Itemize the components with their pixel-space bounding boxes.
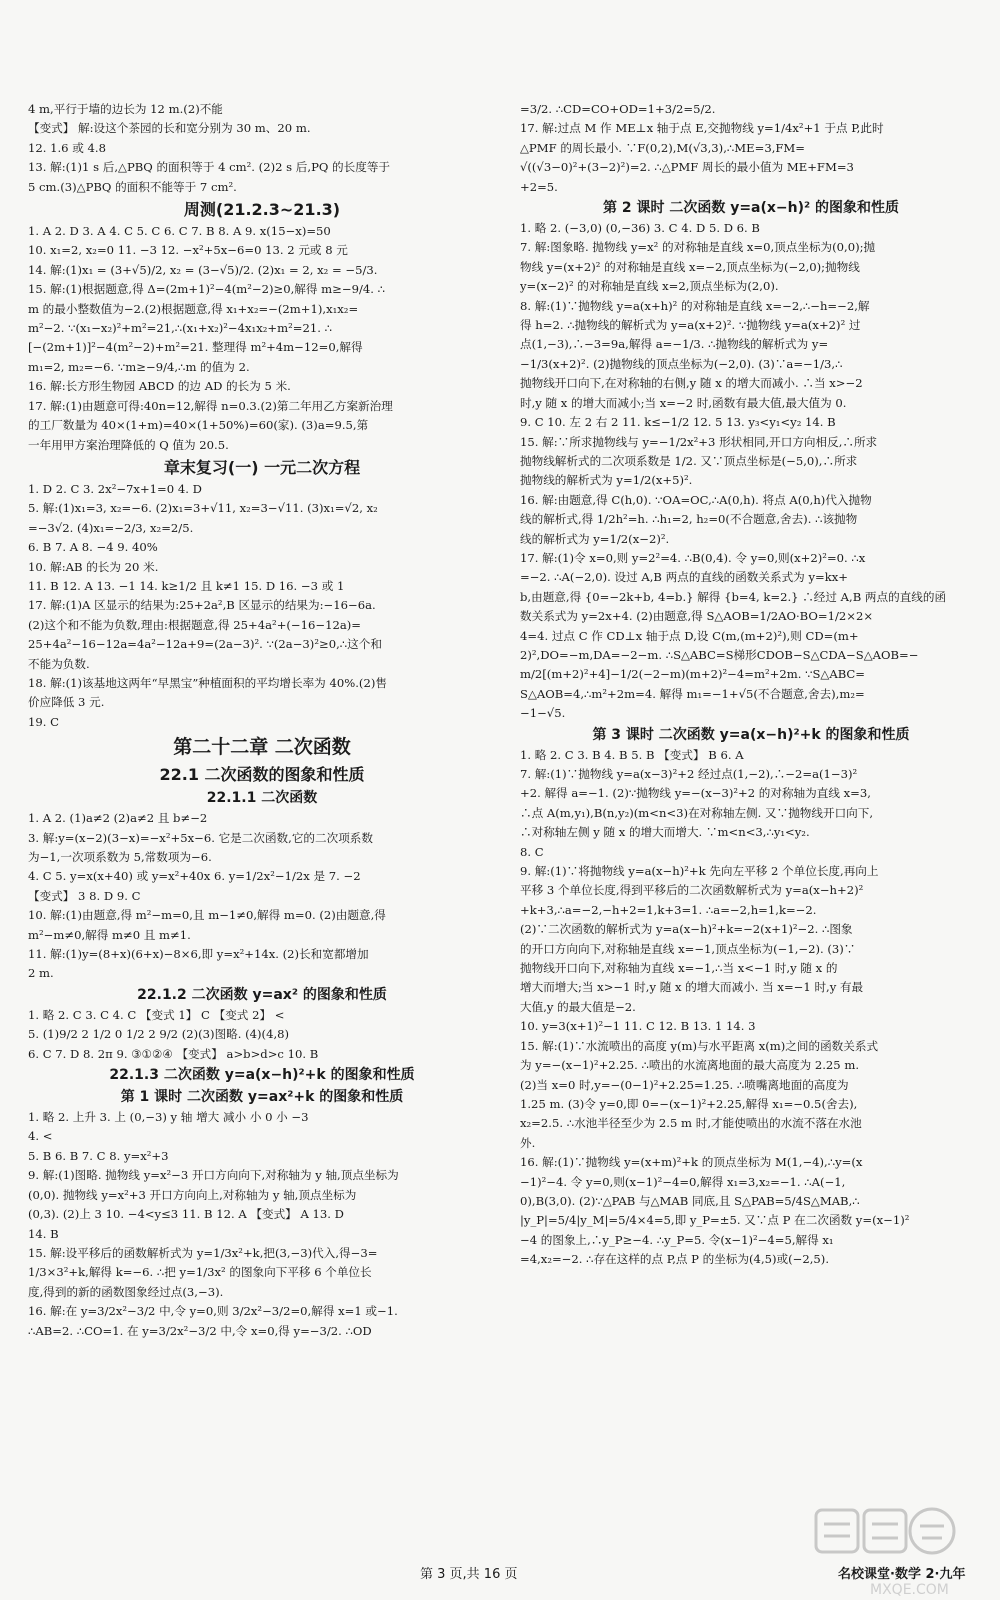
answer-line: 线的解析式为 y=1/2(x−2)². — [520, 531, 670, 546]
answer-line: S△AOB=4,∴m²+2m=4. 解得 m₁=−1+√5(不合题意,舍去),m₂= — [520, 686, 865, 701]
answer-line: 15. 解:设平移后的函数解析式为 y=1/3x²+k,把(3,−3)代入,得−3= — [28, 1245, 378, 1260]
answer-line: (0,0). 抛物线 y=x²+3 开口方向向上,对称轴为 y 轴,顶点坐标为 — [28, 1187, 357, 1202]
answer-line: 10. y=3(x+1)²−1 11. C 12. B 13. 1 14. 3 — [520, 1019, 756, 1034]
answer-line: m²−m≠0,解得 m≠0 且 m≠1. — [28, 927, 191, 942]
answer-line: 点(1,−3),∴−3=9a,解得 a=−1/3. ∴抛物线的解析式为 y= — [520, 337, 829, 352]
answer-line: m²−2. ∵(x₁−x₂)²+m²=21,∴(x₁+x₂)²−4x₁x₂+m²=21. ∴ — [28, 321, 332, 336]
answer-line: 17. 解:过点 M 作 ME⊥x 轴于点 E,交抛物线 y=1/4x²+1 于点 P,此时 — [520, 121, 884, 136]
answer-line: +2=5. — [520, 179, 558, 194]
answer-line: +2. 解得 a=−1. (2)∵抛物线 y=−(x−3)²+2 的对称轴为直线 x=3, — [520, 786, 871, 801]
answer-line: 1. A 2. D 3. A 4. C 5. C 6. C 7. B 8. A 9. x(15−x)=50 — [28, 224, 331, 239]
answer-line: m 的最小整数值为−2.(2)根据题意,得 x₁+x₂=−(2m+1),x₁x₂= — [28, 301, 359, 316]
answer-line: 17. 解:(1)A 区显示的结果为:25+2a²,B 区显示的结果为:−16−6a. — [28, 598, 376, 613]
answer-line: 0),B(3,0). (2)∵△PAB 与△MAB 同底,且 S△PAB=5/4S△MAB,∴ — [520, 1193, 860, 1208]
answer-line: m/2[(m+2)²+4]−1/2(−2−m)(m+2)²−4=m²+2m. ∵S△ABC= — [520, 667, 866, 682]
answer-line: 平移 3 个单位长度,得到平移后的二次函数解析式为 y=a(x−h+2)² — [520, 883, 864, 898]
answer-line: 8. 解:(1)∵抛物线 y=a(x+h)² 的对称轴是直线 x=−2,∴−h=−2,解 — [520, 298, 870, 313]
answer-line: 4=4. 过点 C 作 CD⊥x 轴于点 D,设 C(m,(m+2)²),则 CD=(m+ — [520, 628, 859, 643]
answer-line: 1. A 2. (1)a≠2 (2)a≠2 且 b≠−2 — [28, 811, 208, 826]
answer-line: ∴AB=2. ∴CO=1. 在 y=3/2x²−3/2 中,令 x=0,得 y=−3/2. ∴OD — [28, 1323, 372, 1338]
watermark-url: MXQE.COM — [870, 1582, 949, 1598]
answer-line: |y_P|=5/4|y_M|=5/4×4=5,即 y_P=±5. 又∵点 P 在二次函数 y=(x−1)² — [520, 1213, 910, 1228]
book-brand: 名校课堂·数学 2·九年 — [838, 1567, 966, 1582]
answer-line: 9. 解:(1)图略. 抛物线 y=x²−3 开口方向向下,对称轴为 y 轴,顶点坐标为 — [28, 1168, 399, 1183]
answer-line: =−2. ∴A(−2,0). 设过 A,B 两点的直线的函数关系式为 y=kx+ — [520, 570, 848, 585]
answer-line: =−3√2. (4)x₁=−2/3, x₂=2/5. — [28, 520, 194, 535]
answer-line: 线的解析式,得 1/2h²=h. ∴h₁=2, h₂=0(不合题意,舍去). ∴该抛物 — [520, 512, 858, 527]
answer-line: 16. 解:长方形生物园 ABCD 的边 AD 的长为 5 米. — [28, 379, 291, 394]
chapter-heading: 第二十二章 二次函数 — [173, 736, 351, 759]
answer-line: 外. — [520, 1135, 536, 1150]
answer-line: 10. 解:(1)由题意,得 m²−m=0,且 m−1≠0,解得 m=0. (2)由题意,得 — [28, 908, 386, 923]
answer-line: 不能为负数. — [28, 656, 90, 671]
answer-line: 得 h=2. ∴抛物线的解析式为 y=a(x+2)². ∵抛物线 y=a(x+2)² 过 — [520, 318, 861, 333]
answer-column-left — [28, 100, 496, 1341]
answer-line: 抛物线解析式的二次项系数是 1/2. 又∵顶点坐标是(−5,0),∴所求 — [520, 453, 858, 468]
answer-line: y=(x−2)² 的对称轴是直线 x=2,顶点坐标为(2,0). — [520, 279, 779, 294]
page-number: 第 3 页,共 16 页 — [420, 1567, 518, 1582]
answer-line: 9. C 10. 左 2 右 2 11. k≤−1/2 12. 5 13. y₃<y₁<y₂ 14. B — [520, 415, 836, 430]
answer-line: 2 m. — [28, 966, 54, 981]
answer-line: 4. < — [28, 1129, 53, 1144]
answer-line: (2)当 x=0 时,y=−(0−1)²+2.25=1.25. ∴喷嘴离地面的高度为 — [520, 1077, 849, 1092]
answer-line: 14. B — [28, 1226, 59, 1241]
answer-line: 15. 解:(1)根据题意,得 Δ=(2m+1)²−4(m²−2)≥0,解得 m≥−9/4. ∴ — [28, 282, 385, 297]
answer-line: 抛物线开口向下,对称轴为直线 x=−1,∴当 x<−1 时,y 随 x 的 — [520, 961, 838, 976]
answer-line: 16. 解:(1)∵抛物线 y=(x+m)²+k 的顶点坐标为 M(1,−4),∴y=(x — [520, 1155, 863, 1170]
answer-line: 一年用甲方案治理降低的 Q 值为 20.5. — [28, 437, 229, 452]
answer-line: 抛物线开口向下,在对称轴的右侧,y 随 x 的增大而减小. ∴当 x>−2 — [520, 376, 863, 391]
answer-line: 18. 解:(1)该基地这两年“早黑宝”种植面积的平均增长率为 40%.(2)售 — [28, 675, 387, 690]
section-heading: 22.1 二次函数的图象和性质 — [159, 765, 365, 785]
answer-line: 17. 解:(1)令 x=0,则 y=2²=4. ∴B(0,4). 令 y=0,则(x+2)²=0. ∴x — [520, 550, 866, 565]
subsection-heading: 22.1.2 二次函数 y=ax² 的图象和性质 — [137, 986, 387, 1003]
section-heading: 章末复习(一) 一元二次方程 — [163, 457, 361, 477]
answer-line: 10. x₁=2, x₂=0 11. −3 12. −x²+5x−6=0 13. 2 元或 8 元 — [28, 243, 348, 258]
answer-line: −1)²−4. 令 y=0,则(x−1)²−4=0,解得 x₁=3,x₂=−1. ∴A(−1, — [520, 1174, 846, 1189]
answer-line: 9. 解:(1)∵将抛物线 y=a(x−h)²+k 先向左平移 2 个单位长度,再向上 — [520, 864, 879, 879]
answer-line: 度,得到的新的函数图象经过点(3,−3). — [28, 1284, 224, 1299]
answer-line: 数关系式为 y=2x+4. (2)由题意,得 S△AOB=1/2AO·BO=1/2×2× — [520, 609, 874, 624]
answer-column-right — [520, 100, 982, 1270]
answer-line: 13. 解:(1)1 s 后,△PBQ 的面积等于 4 cm². (2)2 s 后,PQ 的长度等于 — [28, 160, 391, 175]
answer-line: √((√3−0)²+(3−2)²)=2. ∴△PMF 周长的最小值为 ME+FM=3 — [520, 160, 854, 175]
answer-line: 为 y=−(x−1)²+2.25. ∴喷出的水流离地面的最大高度为 2.25 m. — [520, 1058, 860, 1073]
answer-line: 17. 解:(1)由题意可得:40n=12,解得 n=0.3.(2)第二年用乙方案新治理 — [28, 398, 393, 413]
answer-line: 2)²,DO=−m,DA=−2−m. ∴S△ABC=S梯形CDOB−S△CDA−S△AOB=− — [520, 647, 919, 662]
answer-line: 价应降低 3 元. — [28, 695, 105, 710]
answer-line: 1. 略 2. C 3. B 4. B 5. B 【变式】 B 6. A — [520, 747, 744, 762]
answer-line: 6. C 7. D 8. 2π 9. ③①②④ 【变式】 a>b>d>c 10. B — [28, 1046, 319, 1061]
answer-line: 大值,y 的最大值是−2. — [520, 999, 636, 1014]
answer-line: 1. 略 2. C 3. C 4. C 【变式 1】 C 【变式 2】 < — [28, 1007, 285, 1022]
answer-line: b,由题意,得 {0=−2k+b, 4=b.} 解得 {b=4, k=2.} ∴经过 A,B 两点的直线的函 — [520, 589, 947, 604]
section-heading: 周测(21.2.3~21.3) — [183, 200, 341, 220]
answer-line: 5. (1)9/2 2 1/2 0 1/2 2 9/2 (2)(3)图略. (4)(4,8) — [28, 1027, 290, 1042]
answer-line: (0,3). (2)上 3 10. −4<y≤3 11. B 12. A 【变式】 A 13. D — [28, 1207, 344, 1222]
answer-line: −1/3(x+2)². (2)抛物线的顶点坐标为(−2,0). (3)∵a=−1/3,∴ — [520, 356, 843, 371]
subsection-heading: 第 3 课时 二次函数 y=a(x−h)²+k 的图象和性质 — [592, 726, 910, 743]
answer-line: 的工厂数量为 40×(1+m)=40×(1+50%)=60(家). (3)a=9.5,第 — [28, 418, 369, 433]
answer-line: 抛物线的解析式为 y=1/2(x+5)². — [520, 473, 693, 488]
answer-line: 【变式】 3 8. D 9. C — [28, 888, 141, 903]
answer-line: 1. 略 2. 上升 3. 上 (0,−3) y 轴 增大 减小 小 0 小 −3 — [28, 1110, 309, 1125]
answer-line: 4. C 5. y=x(x+40) 或 y=x²+40x 6. y=1/2x²−1/2x 是 7. −2 — [28, 869, 361, 884]
answer-line: 4 m,平行于墙的边长为 12 m.(2)不能 — [28, 102, 223, 116]
answer-line: 5 cm.(3)△PBQ 的面积不能等于 7 cm². — [28, 179, 237, 194]
answer-line: 10. 解:AB 的长为 20 米. — [28, 559, 159, 574]
answer-line: 25+4a²−16−12a=4a²−12a+9=(2a−3)². ∵(2a−3)²≥0,∴这个和 — [28, 637, 382, 652]
answer-line: ∴点 A(m,y₁),B(n,y₂)(m<n<3)在对称轴左侧. 又∵抛物线开口向下, — [520, 805, 874, 820]
answer-line: 19. C — [28, 714, 59, 729]
answer-line: 5. B 6. B 7. C 8. y=x²+3 — [28, 1148, 169, 1163]
answer-line: 1.25 m. (3)令 y=0,即 0=−(x−1)²+2.25,解得 x₁=−0.5(舍去), — [520, 1096, 858, 1111]
answer-line: 1. 略 2. (−3,0) (0,−36) 3. C 4. D 5. D 6. B — [520, 221, 760, 236]
answer-line: −4 的图象上,∴y_P≥−4. ∴y_P=5. 令(x−1)²−4=5,解得 x₁ — [520, 1232, 834, 1247]
answer-line: 的开口方向向下,对称轴是直线 x=−1,顶点坐标为(−1,−2). (3)∵ — [520, 941, 856, 956]
subsection-heading: 第 2 课时 二次函数 y=a(x−h)² 的图象和性质 — [602, 200, 900, 217]
answer-line: 16. 解:在 y=3/2x²−3/2 中,令 y=0,则 3/2x²−3/2=0,解得 x=1 或−1. — [28, 1304, 398, 1319]
answer-line: (2)∵二次函数的解析式为 y=a(x−h)²+k=−2(x+1)²−2. ∴图象 — [520, 922, 853, 937]
answer-line: 7. 解:(1)∵抛物线 y=a(x−3)²+2 经过点(1,−2),∴−2=a(1−3)² — [520, 767, 858, 781]
answer-line: −1−√5. — [520, 706, 566, 721]
answer-line: 15. 解:∵所求抛物线与 y=−1/2x²+3 形状相同,开口方向相反,∴所求 — [520, 434, 878, 449]
answer-line: 增大而增大;当 x>−1 时,y 随 x 的增大而减小. 当 x=−1 时,y 有最 — [520, 980, 864, 995]
answer-line: 物线 y=(x+2)² 的对称轴是直线 x=−2,顶点坐标为(−2,0);抛物线 — [520, 259, 860, 274]
answer-line: 6. B 7. A 8. −4 9. 40% — [28, 540, 158, 555]
answer-line: [−(2m+1)]²−4(m²−2)+m²=21. 整理得 m²+4m−12=0,解得 — [28, 340, 363, 355]
answer-line: +k+3,∴a=−2,−h+2=1,k+3=1. ∴a=−2,h=1,k=−2. — [520, 902, 817, 917]
answer-line: 11. 解:(1)y=(8+x)(6+x)−8×6,即 y=x²+14x. (2)长和宽都增加 — [28, 947, 369, 962]
watermark-logo-icon — [810, 1496, 960, 1584]
answer-line: 7. 解:图象略. 抛物线 y=x² 的对称轴是直线 x=0,顶点坐标为(0,0);抛 — [520, 240, 876, 255]
answer-line: 【变式】 解:设这个茶园的长和宽分别为 30 m、20 m. — [28, 121, 311, 136]
answer-line: 16. 解:由题意,得 C(h,0). ∵OA=OC,∴A(0,h). 将点 A(0,h)代入抛物 — [520, 492, 872, 507]
subsection-heading: 第 1 课时 二次函数 y=ax²+k 的图象和性质 — [120, 1089, 404, 1106]
answer-line: 1. D 2. C 3. 2x²−7x+1=0 4. D — [28, 481, 202, 496]
answer-line: 14. 解:(1)x₁ = (3+√5)/2, x₂ = (3−√5)/2. (2)x₁ = 2, x₂ = −5/3. — [28, 262, 378, 277]
answer-line: 8. C — [520, 844, 544, 859]
answer-line: 5. 解:(1)x₁=3, x₂=−6. (2)x₁=3+√11, x₂=3−√11. (3)x₁=√2, x₂ — [28, 501, 378, 516]
answer-line: x₂=2.5. ∴水池半径至少为 2.5 m 时,才能使喷出的水流不落在水池 — [520, 1116, 862, 1131]
answer-line: (2)这个和不能为负数,理由:根据题意,得 25+4a²+(−16−12a)= — [28, 617, 362, 632]
answer-line: 11. B 12. A 13. −1 14. k≥1/2 且 k≠1 15. D 16. −3 或 1 — [28, 578, 345, 593]
answer-line: 3. 解:y=(x−2)(3−x)=−x²+5x−6. 它是二次函数,它的二次项系数 — [28, 830, 373, 845]
answer-line: 12. 1.6 或 4.8 — [28, 140, 106, 155]
answer-line: 为−1,一次项系数为 5,常数项为−6. — [28, 850, 212, 864]
answer-line: =3/2. ∴CD=CO+OD=1+3/2=5/2. — [520, 102, 716, 116]
answer-line: ∴对称轴左侧 y 随 x 的增大而增大. ∵m<n<3,∴y₁<y₂. — [520, 825, 810, 840]
answer-line: m₁=2, m₂=−6. ∵m≥−9/4,∴m 的值为 2. — [28, 359, 250, 374]
subsection-heading: 22.1.1 二次函数 — [206, 790, 318, 807]
answer-line: =4,x₂=−2. ∴存在这样的点 P,点 P 的坐标为(4,5)或(−2,5). — [520, 1252, 830, 1267]
answer-line: 时,y 随 x 的增大而减小;当 x=−2 时,函数有最大值,最大值为 0. — [520, 395, 847, 410]
subsection-heading: 22.1.3 二次函数 y=a(x−h)²+k 的图象和性质 — [109, 1067, 415, 1084]
answer-line: △PMF 的周长最小. ∵F(0,2),M(√3,3),∴ME=3,FM= — [520, 140, 806, 155]
answer-line: 15. 解:(1)∵水流喷出的高度 y(m)与水平距离 x(m)之间的函数关系式 — [520, 1038, 879, 1053]
answer-line: 1/3×3²+k,解得 k=−6. ∴把 y=1/3x² 的图象向下平移 6 个单位长 — [28, 1265, 372, 1280]
